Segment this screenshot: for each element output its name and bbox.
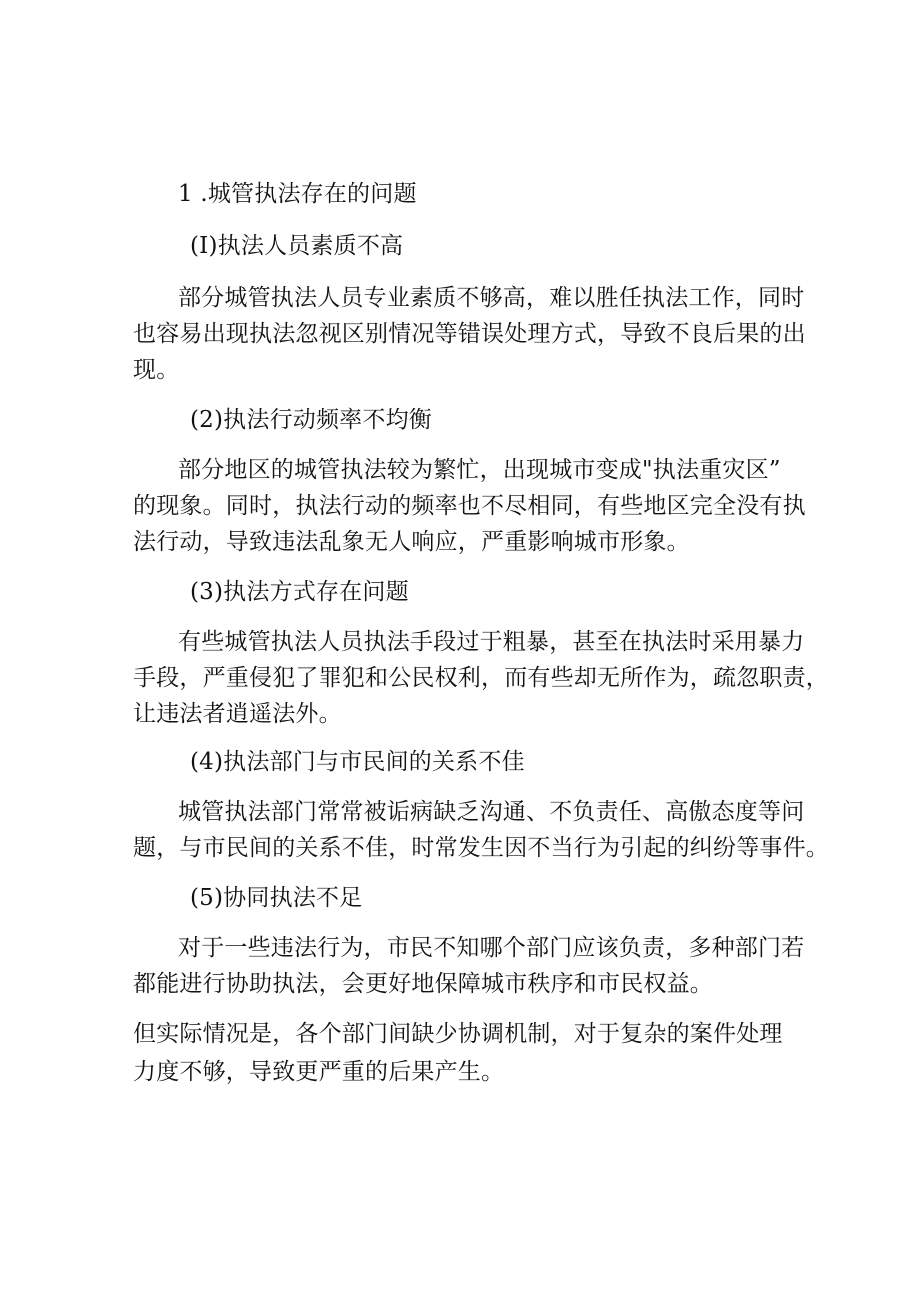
- item-5-line-2: 都能进行协助执法，会更好地保障城市秩序和市民权益。: [133, 971, 713, 997]
- closing-line-1: 但实际情况是，各个部门间缺少协调机制，对于复杂的案件处理: [133, 1021, 783, 1047]
- item-1-line-3: 现。: [133, 357, 180, 383]
- item-heading-5: (5)协同执法不足: [190, 885, 363, 911]
- item-3-line-3: 让违法者逍遥法外。: [133, 701, 342, 727]
- item-3-line-1: 有些城管执法人员执法手段过于粗暴，甚至在执法时采用暴力: [178, 629, 805, 655]
- section-title: 1 .城管执法存在的问题: [178, 181, 417, 207]
- closing-line-2: 力度不够，导致更严重的后果产生。: [133, 1059, 505, 1085]
- item-heading-2: (2)执法行动频率不均衡: [190, 407, 432, 433]
- item-3-line-2: 手段，严重侵犯了罪犯和公民权利，而有些却无所作为，疏忽职责，: [133, 665, 829, 691]
- item-heading-1: (I)执法人员素质不高: [190, 233, 404, 259]
- item-2-line-1: 部分地区的城管执法较为繁忙，出现城市变成"执法重灾区”: [178, 457, 781, 483]
- item-2-line-3: 法行动，导致违法乱象无人响应，严重影响城市形象。: [133, 529, 690, 555]
- item-5-line-1: 对于一些违法行为，市民不知哪个部门应该负责，多种部门若: [178, 935, 805, 961]
- item-1-line-2: 也容易出现执法忽视区别情况等错误处理方式，导致不良后果的出: [133, 321, 806, 347]
- item-4-line-1: 城管执法部门常常被诟病缺乏沟通、不负责任、高傲态度等问: [178, 799, 805, 825]
- item-heading-4: (4)执法部门与市民间的关系不佳: [190, 749, 525, 775]
- item-2-line-2: 的现象。同时，执法行动的频率也不尽相同，有些地区完全没有执: [133, 493, 806, 519]
- item-heading-3: (3)执法方式存在问题: [190, 579, 409, 605]
- item-4-line-2: 题，与市民间的关系不佳，时常发生因不当行为引起的纠纷等事件。: [133, 835, 829, 861]
- item-1-line-1: 部分城管执法人员专业素质不够高，难以胜任执法工作，同时: [178, 285, 805, 311]
